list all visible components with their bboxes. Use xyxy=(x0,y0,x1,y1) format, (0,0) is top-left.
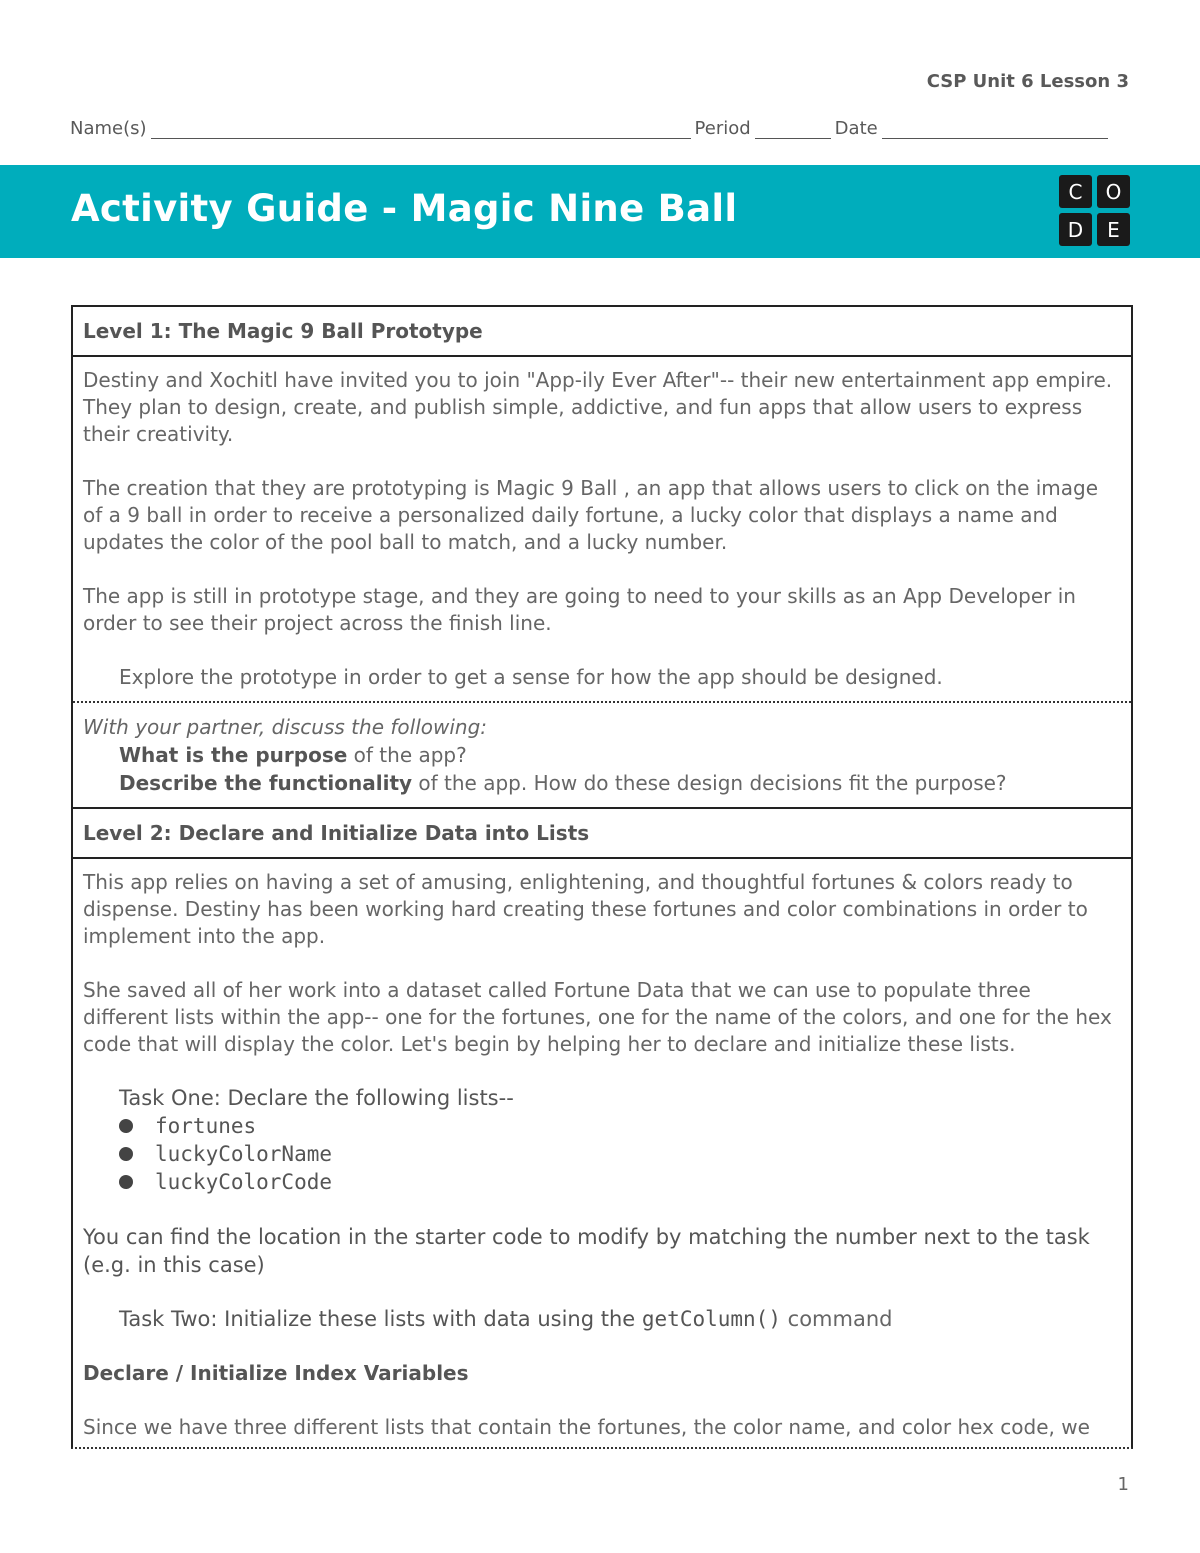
level2-body xyxy=(73,859,1131,1441)
task-two-prefix: Task Two: Initialize these lists with data using the xyxy=(119,1307,642,1331)
index-variables-subhead: Declare / Initialize Index Variables xyxy=(83,1361,469,1385)
task-two-suffix: command xyxy=(780,1307,893,1331)
period-label: Period xyxy=(694,118,751,139)
discussion-question-2 xyxy=(83,769,1121,797)
level2-heading: Level 2: Declare and Initialize Data into Lists xyxy=(73,809,1131,859)
level2-paragraph: She saved all of her work into a dataset called Fortune Data that we can use to populate three different lists within the app-- one for the fortunes, one for the name of the colors, and one for the hex code that will display the color. Let's begin by helping her to declare and initialize these lists. xyxy=(83,978,1112,1056)
list-item xyxy=(119,1112,1121,1140)
level1-body xyxy=(73,357,1131,703)
list-name: luckyColorName xyxy=(155,1142,333,1166)
code-logo xyxy=(1059,175,1131,247)
level1-paragraph: Destiny and Xochitl have invited you to join "App-ily Ever After"-- their new entertainment app empire. They plan to design, create, and publish simple, addictive, and fun apps that allow users to express their creativity. xyxy=(83,368,1113,446)
name-blank[interactable] xyxy=(151,118,691,139)
page-number: 1 xyxy=(1117,1474,1129,1495)
list-item xyxy=(119,1140,1121,1168)
index-variables-paragraph: Since we have three different lists that contain the fortunes, the color name, and color hex code, we xyxy=(83,1415,1090,1439)
task-two xyxy=(83,1306,1121,1333)
bullet-icon xyxy=(119,1147,133,1161)
page-title: Activity Guide - Magic Nine Ball xyxy=(71,187,738,230)
task-one: Task One: Declare the following lists-- xyxy=(119,1086,514,1110)
list-name: luckyColorCode xyxy=(155,1170,333,1194)
discuss-intro: With your partner, discuss the following: xyxy=(83,715,488,739)
level1-paragraph: The creation that they are prototyping is Magic 9 Ball , an app that allows users to click on the image of a 9 ball in order to receive a personalized daily fortune, a lucky color that displays a name and updates the color of the pool ball to match, and a lucky number. xyxy=(83,476,1099,554)
getcolumn-code: getColumn() xyxy=(641,1307,781,1331)
question-bold: Describe the functionality xyxy=(119,771,413,795)
date-blank[interactable] xyxy=(882,118,1108,139)
list-name: fortunes xyxy=(155,1114,257,1138)
question-rest: of the app? xyxy=(347,743,467,767)
explore-instruction: Explore the prototype in order to get a sense for how the app should be designed. xyxy=(119,665,943,689)
activity-table xyxy=(71,305,1133,1449)
list-item xyxy=(119,1168,1121,1196)
title-banner xyxy=(0,165,1200,258)
level2-paragraph: This app relies on having a set of amusing, enlightening, and thoughtful fortunes & colors ready to dispense. Destiny has been working hard creating these fortunes and color combinations in order to implement into the app. xyxy=(83,870,1088,948)
level1-heading: Level 1: The Magic 9 Ball Prototype xyxy=(73,307,1131,357)
logo-letter: O xyxy=(1097,175,1130,208)
task-location-note: You can find the location in the starter code to modify by matching the number next to the task (e.g. in this case) xyxy=(83,1225,1090,1277)
question-bold: What is the purpose xyxy=(119,743,348,767)
question-rest: of the app. How do these design decisions fit the purpose? xyxy=(412,771,1007,795)
list-names xyxy=(83,1112,1121,1196)
logo-letter: E xyxy=(1097,213,1130,246)
logo-letter: D xyxy=(1059,213,1092,246)
unit-lesson-tag: CSP Unit 6 Lesson 3 xyxy=(926,71,1129,92)
bullet-icon xyxy=(119,1119,133,1133)
name-label: Name(s) xyxy=(70,118,147,139)
period-blank[interactable] xyxy=(755,118,831,139)
discussion-section xyxy=(73,703,1131,809)
discussion-question-1 xyxy=(83,741,1121,769)
date-label: Date xyxy=(834,118,878,139)
bullet-icon xyxy=(119,1175,133,1189)
level1-paragraph: The app is still in prototype stage, and they are going to need to your skills as an App Developer in order to see their project across the finish line. xyxy=(83,584,1076,635)
name-period-date-row xyxy=(70,118,1130,139)
logo-letter: C xyxy=(1059,175,1092,208)
